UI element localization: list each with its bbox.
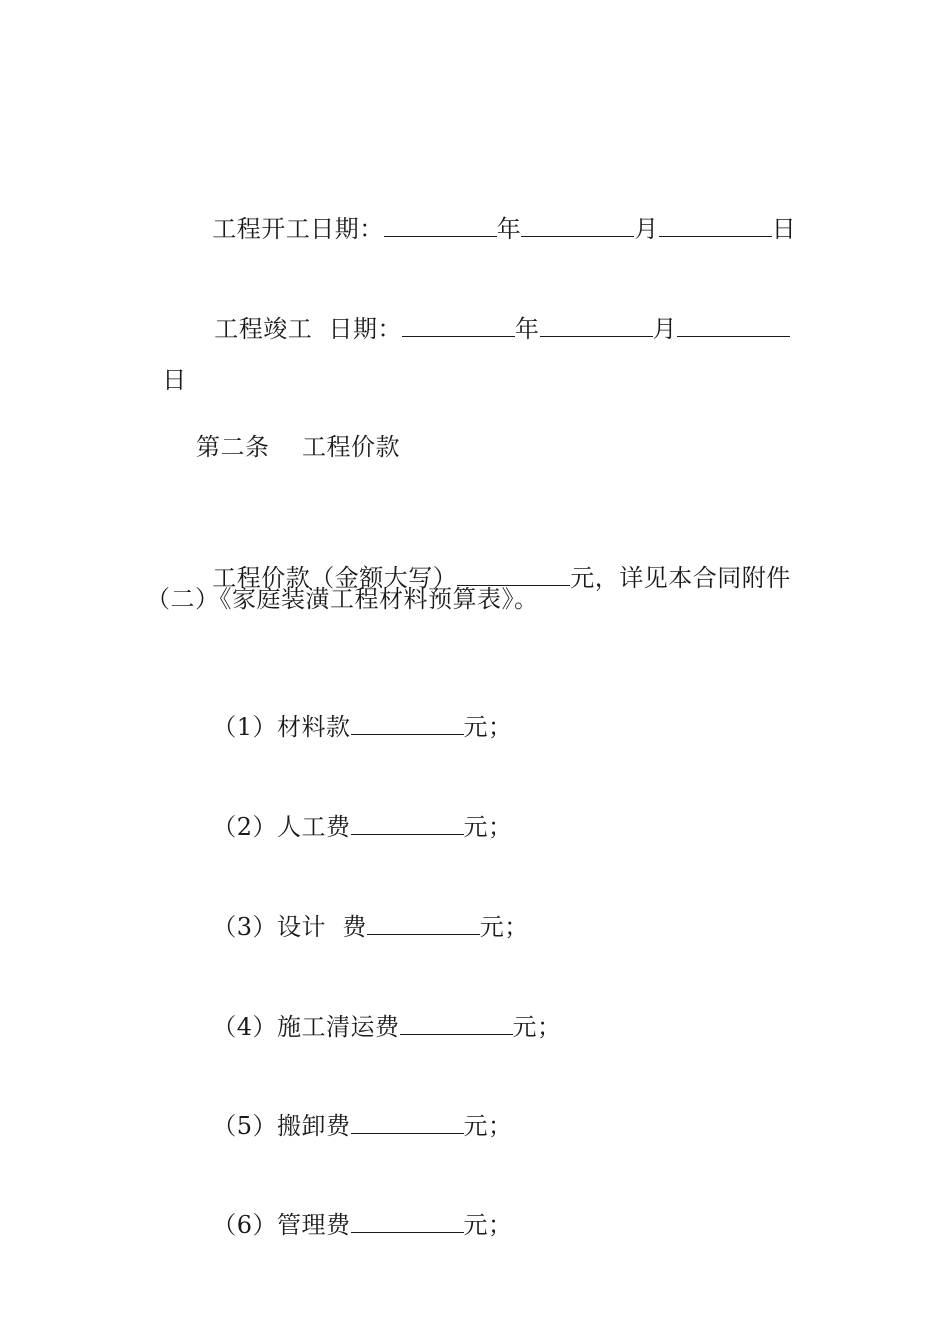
item-unit: 元； [512,1013,562,1041]
start-day-unit: 日 [771,215,797,243]
item-line-4 [196,982,562,1042]
end-day-blank [677,314,790,337]
item-label: （1）材料款 [212,713,351,741]
item-blank [367,912,480,935]
price-label: 工程价款（金额大写） [212,564,458,592]
start-date-line [196,184,796,244]
end-date-label: 工程竣工 日期： [214,315,403,343]
item-line-6 [196,1180,513,1240]
item-blank [351,1111,464,1134]
price-blank [457,563,570,586]
item-label: （3）设计 费 [212,913,367,941]
start-year-unit: 年 [496,215,522,243]
start-month-blank [521,214,634,237]
item-unit: 元； [463,1112,513,1140]
item-line-2 [196,782,513,842]
item-blank [351,712,464,735]
start-month-unit: 月 [634,215,659,243]
end-year-blank [402,314,515,337]
end-month-blank [540,314,653,337]
item-blank [351,812,464,835]
end-year-unit: 年 [515,315,540,343]
item-blank [400,1012,513,1035]
item-label: （5）搬卸费 [212,1112,351,1140]
start-date-label: 工程开工日期： [212,215,384,243]
price-suffix: 元，详见本合同附件 [570,564,791,592]
item-unit: 元； [463,1211,513,1239]
item-label: （4）施工清运费 [212,1013,400,1041]
end-date-line [198,284,790,344]
start-year-blank [384,214,497,237]
start-day-blank [659,214,772,237]
item-line-1 [196,682,513,742]
end-month-unit: 月 [652,315,678,343]
price-continuation: （二）《家庭装潢工程材料预算表》。 [146,585,539,613]
item-line-5 [196,1081,513,1141]
item-unit: 元； [463,813,513,841]
item-line-3 [196,882,529,942]
item-label: （6）管理费 [212,1211,351,1239]
item-blank [351,1210,464,1233]
item-unit: 元； [463,713,513,741]
end-day-line [146,335,187,395]
article2-heading: 第二条 工程价款 [196,433,401,461]
item-unit: 元； [479,913,529,941]
item-label: （2）人工费 [212,813,351,841]
end-day-unit: 日 [162,366,187,394]
